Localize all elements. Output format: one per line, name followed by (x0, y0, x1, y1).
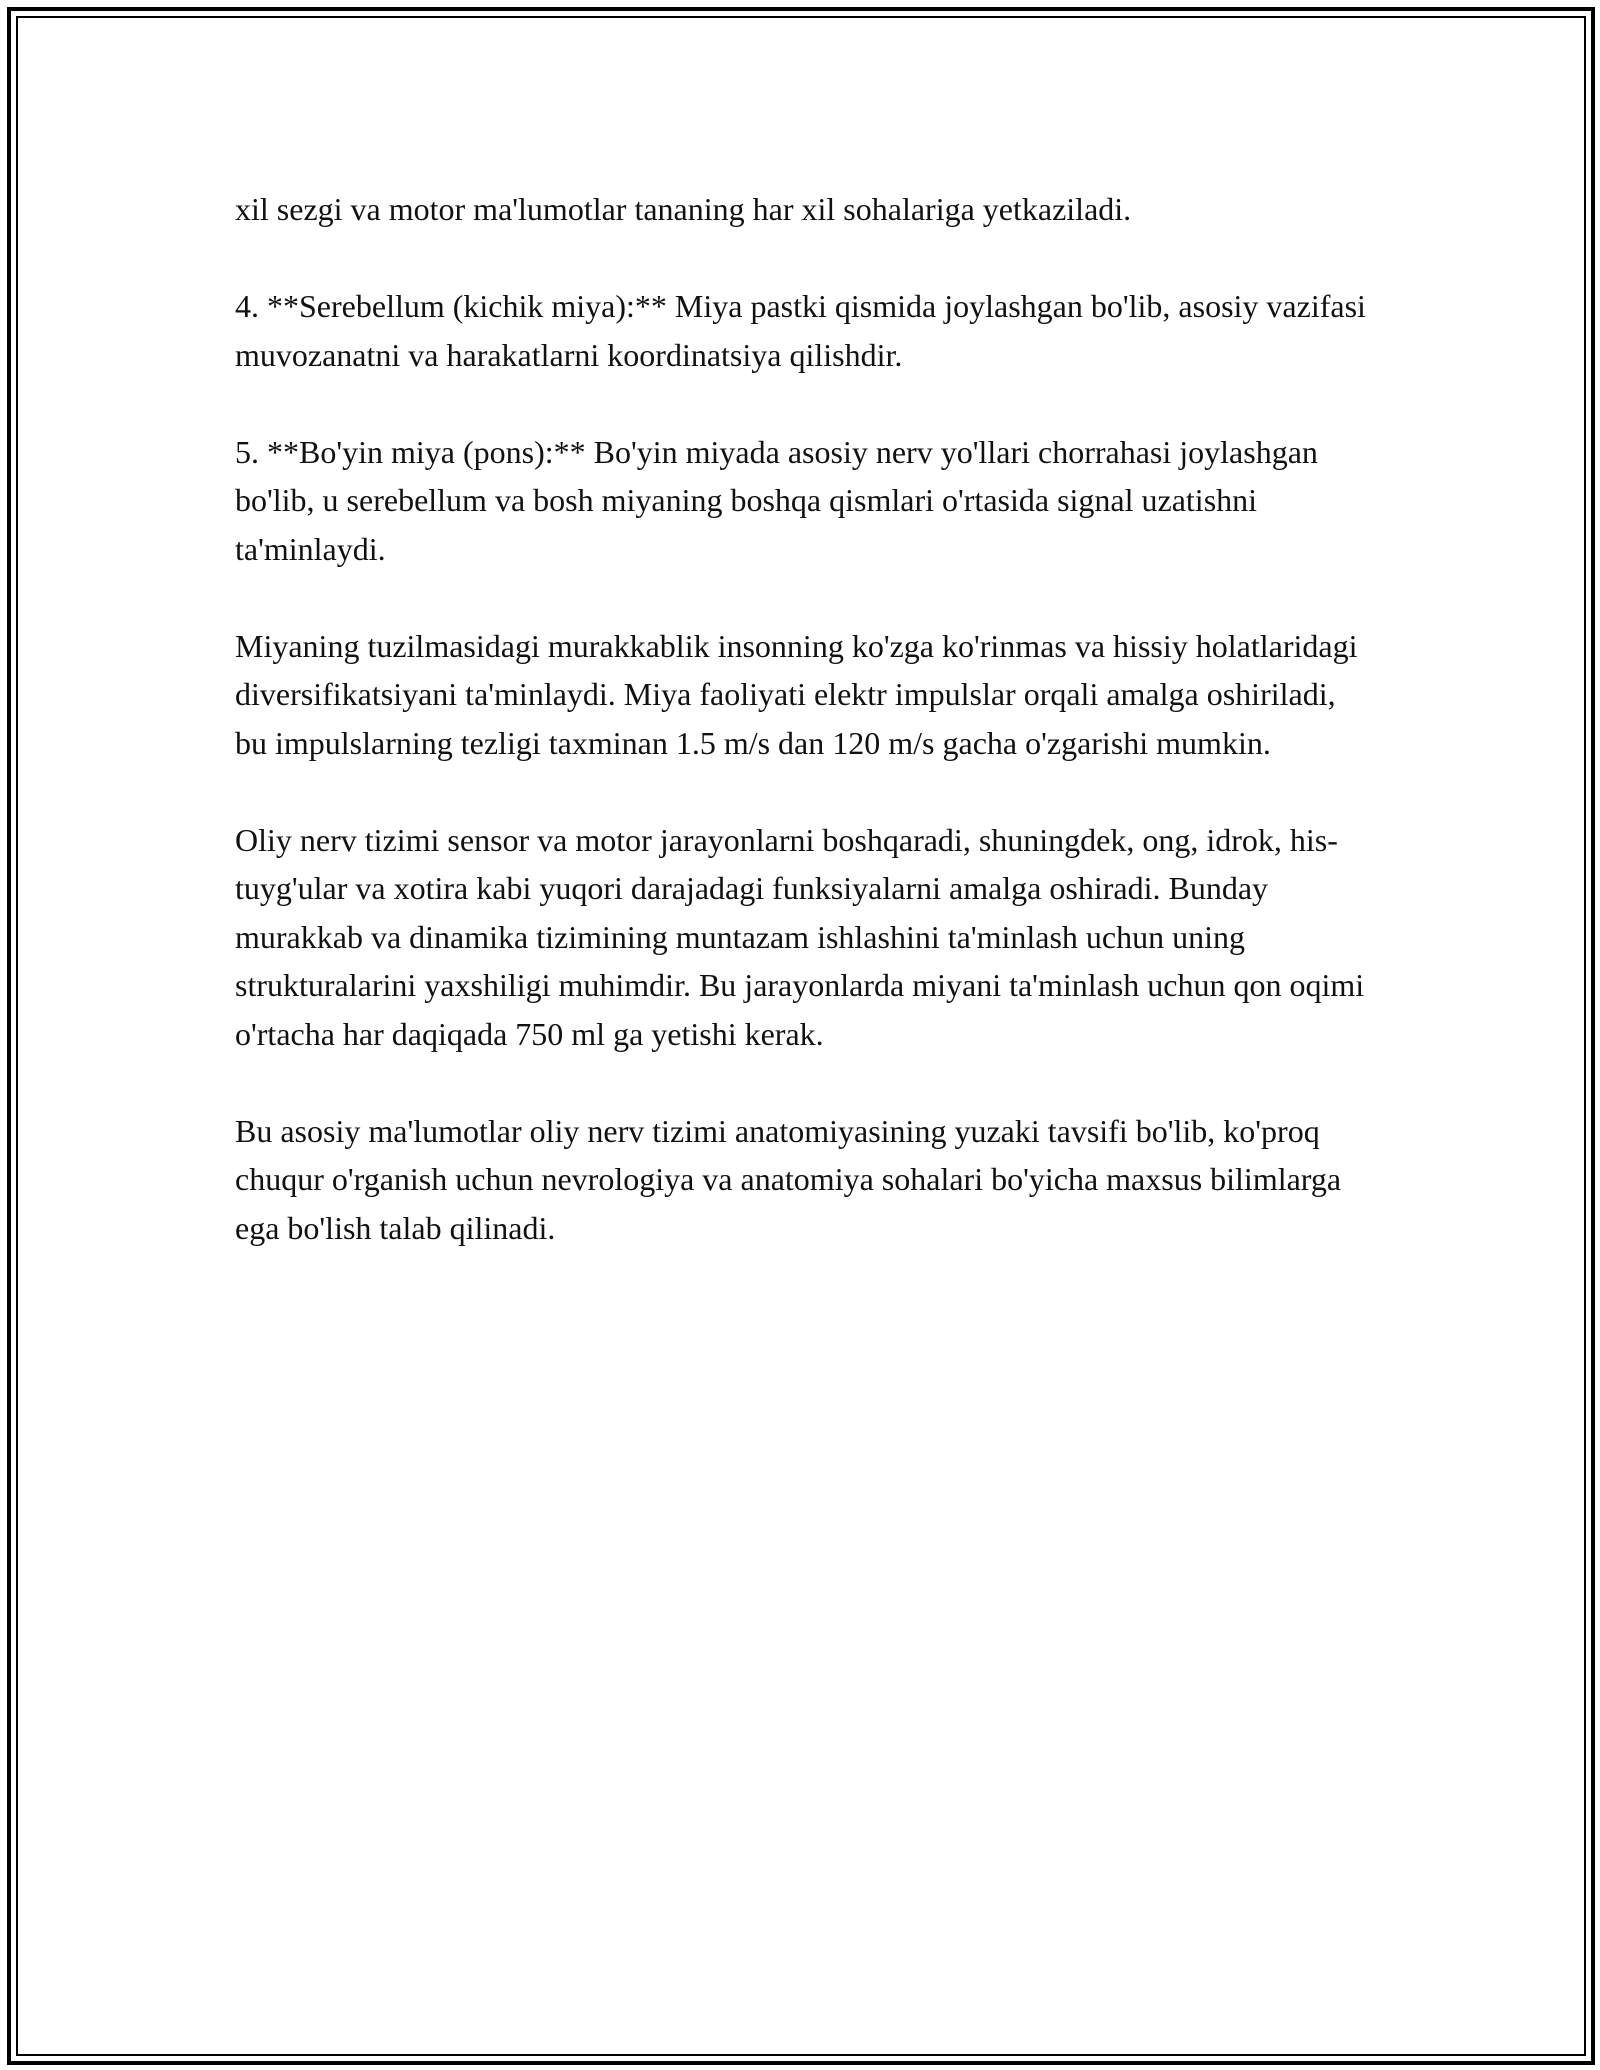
paragraph-pons: 5. **Bo'yin miya (pons):** Bo'yin miyada asosiy nerv yo'llari chorrahasi joylashgan bo'lib, u serebellum va bosh miyaning boshqa qismlari o'rtasida signal uzatishni ta'minlaydi. (235, 433, 1318, 567)
paragraph-higher-nervous-system: Oliy nerv tizimi sensor va motor jarayonlarni boshqaradi, shuningdek, ong, idrok, his-tuyg'ular va xotira kabi yuqori darajadagi funksiyalarni amalga oshiradi. Bunday murakkab va dinamika tizimining muntazam ishlashini ta'minlash uchun uning strukturalarini yaxshiligi muhimdir. Bu jarayonlarda miyani ta'minlash uchun qon oqimi o'rtacha har daqiqada 750 ml ga yetishi kerak. (235, 821, 1365, 1052)
paragraph-continuation: xil sezgi va motor ma'lumotlar tananing har xil sohalariga yetkaziladi. (235, 191, 1132, 227)
document-body (235, 185, 1375, 1301)
paragraph-serebellum: 4. **Serebellum (kichik miya):** Miya pastki qismida joylashgan bo'lib, asosiy vazifasi muvozanatni va harakatlarni koordinatsiya qilishdir. (235, 288, 1366, 373)
paragraph-conclusion: Bu asosiy ma'lumotlar oliy nerv tizimi anatomiyasining yuzaki tavsifi bo'lib, ko'proq chuqur o'rganish uchun nevrologiya va anatomiya sohalari bo'yicha maxsus bilimlarga ega bo'lish talab qilinadi. (235, 1112, 1342, 1246)
paragraph-brain-complexity: Miyaning tuzilmasidagi murakkablik insonning ko'zga ko'rinmas va hissiy holatlaridagi diversifikatsiyani ta'minlaydi. Miya faoliyati elektr impulslar orqali amalga oshiriladi, bu impulslarning tezligi taxminan 1.5 m/s dan 120 m/s gacha o'zgarishi mumkin. (235, 627, 1358, 761)
